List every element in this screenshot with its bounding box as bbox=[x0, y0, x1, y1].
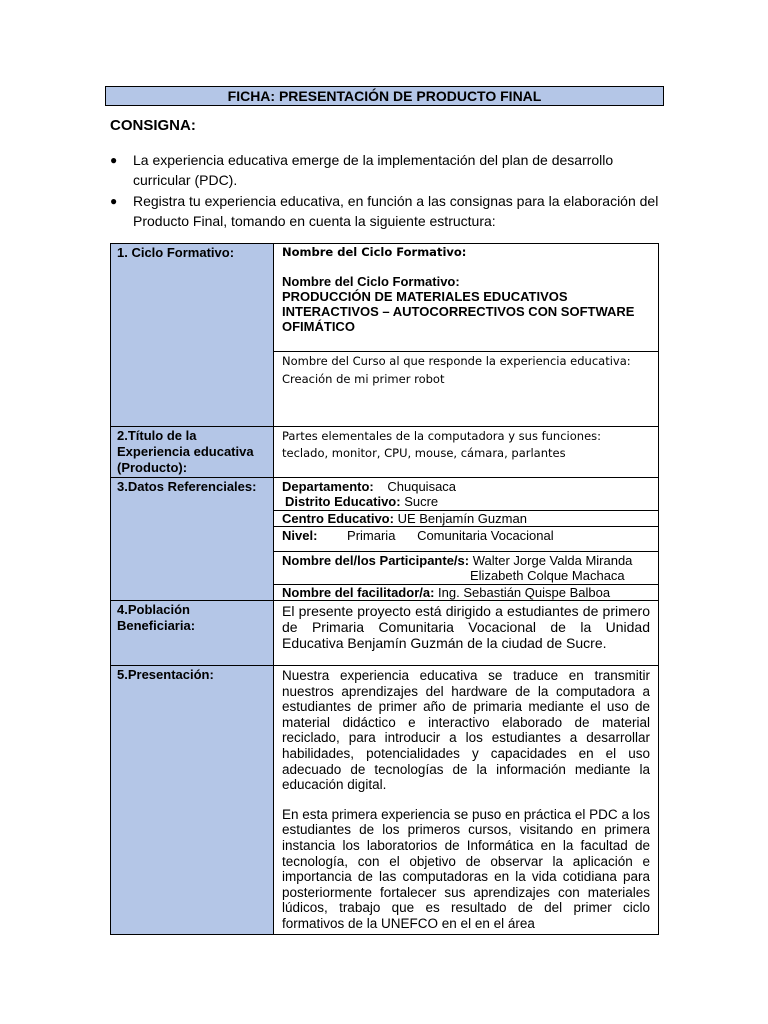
datos-label-text: 3.Datos Referenciales: bbox=[117, 479, 257, 494]
bullet-icon: ● bbox=[110, 153, 118, 167]
poblacion-value: El presente proyecto está dirigido a estudiantes de primero de Primaria Comunitaria Vocacional de la Unidad Educativa Benjamín Guzmán de la ciudad de Sucre. bbox=[282, 603, 650, 651]
list-item bbox=[108, 150, 668, 190]
table-row bbox=[111, 244, 659, 427]
ciclo-small-label: Nombre del Ciclo Formativo: bbox=[282, 245, 467, 259]
table-row bbox=[111, 666, 659, 935]
list-item-text: La experiencia educativa emerge de la implementación del plan de desarrollo curricular (PDC). bbox=[133, 152, 614, 188]
facilitador bbox=[274, 585, 658, 600]
presentacion-paragraph-2: En esta primera experiencia se puso en práctica el PDC a los estudiantes de los primeros cursos, visitando en primera instancia los laboratorios de Informática en la facultad de tecnología, con el objetivo de observar la aplicación e importancia de las computadoras en la vida cotidiana para posteriormente fortalecer sus aprendizajes con materiales lúdicos, trabajo que es resultado de del primer ciclo formativos de la UNEFCO en el en el área bbox=[282, 806, 650, 931]
table-row bbox=[111, 427, 659, 478]
participante-1: Walter Jorge Valda Miranda bbox=[472, 553, 633, 568]
list-item-text: Registra tu experiencia educativa, en función a las consignas para la elaboración del Producto Final, tomando en cuenta la siguiente estructura: bbox=[133, 193, 659, 229]
nivel-value: Primaria bbox=[347, 528, 396, 543]
presentacion-label bbox=[111, 666, 274, 935]
distrito-value: Sucre bbox=[404, 494, 439, 509]
departamento-value: Chuquisaca bbox=[387, 479, 457, 494]
consigna-heading: CONSIGNA: bbox=[110, 117, 196, 134]
centro-value: UE Benjamín Guzman bbox=[397, 511, 527, 526]
consigna-list bbox=[108, 150, 668, 232]
ciclo-label bbox=[111, 244, 274, 427]
ciclo-name-value: PRODUCCIÓN DE MATERIALES EDUCATIVOS INTERACTIVOS – AUTOCORRECTIVOS CON SOFTWARE OFIMÁTICO bbox=[282, 289, 635, 334]
facilitador-label: Nombre del facilitador/a: bbox=[282, 585, 435, 600]
curso-label: Nombre del Curso al que responde la experiencia educativa: bbox=[282, 354, 631, 368]
list-item bbox=[108, 191, 668, 231]
poblacion-label-text: 4.Población Beneficiaria: bbox=[117, 602, 196, 633]
centro-educativo bbox=[274, 511, 658, 527]
titulo-value: Partes elementales de la computadora y sus funciones: teclado, monitor, CPU, mouse, cámara, parlantes bbox=[282, 429, 602, 460]
ciclo-value-cell bbox=[274, 244, 659, 427]
bullet-icon: ● bbox=[110, 194, 118, 208]
poblacion-value-cell bbox=[274, 601, 659, 666]
nivel-extra: Comunitaria Vocacional bbox=[417, 528, 554, 543]
product-table bbox=[110, 243, 659, 935]
presentacion-value-cell bbox=[274, 666, 659, 935]
poblacion-label bbox=[111, 601, 274, 666]
curso-value: Creación de mi primer robot bbox=[282, 372, 445, 386]
centro-label: Centro Educativo: bbox=[282, 511, 394, 526]
datos-label bbox=[111, 478, 274, 601]
nivel-label: Nivel: bbox=[282, 528, 318, 543]
titulo-value-cell bbox=[274, 427, 659, 478]
departamento-label: Departamento: bbox=[282, 479, 374, 494]
ciclo-label-text: 1. Ciclo Formativo: bbox=[117, 245, 235, 260]
ciclo-name-block bbox=[274, 244, 658, 352]
page-title: FICHA: PRESENTACIÓN DE PRODUCTO FINAL bbox=[105, 86, 664, 106]
nivel bbox=[274, 527, 658, 552]
ciclo-name-label: Nombre del Ciclo Formativo: bbox=[282, 274, 460, 289]
titulo-label bbox=[111, 427, 274, 478]
table-row bbox=[111, 601, 659, 666]
presentacion-label-text: 5.Presentación: bbox=[117, 667, 214, 682]
table-row bbox=[111, 478, 659, 601]
presentacion-paragraph-1: Nuestra experiencia educativa se traduce en transmitir nuestros aprendizajes del hardware de la computadora a estudiantes de primer año de primaria mediante el uso de material didáctico e interactivo elaborado de material reciclado, para introducir a los estudiantes a desarrollar habilidades, potencialidades y capacidades en el uso adecuado de tecnologías de la información mediante la educación digital. bbox=[282, 668, 650, 793]
participantes-label: Nombre del/los Participante/s: bbox=[282, 553, 470, 568]
distrito-label: Distrito Educativo: bbox=[285, 494, 401, 509]
participante-2: Elizabeth Colque Machaca bbox=[470, 568, 625, 583]
datos-value-cell bbox=[274, 478, 659, 601]
participantes bbox=[274, 552, 658, 585]
curso-block bbox=[274, 353, 658, 423]
titulo-label-text: 2.Título de la Experiencia educativa (Producto): bbox=[117, 428, 254, 475]
departamento-distrito bbox=[274, 478, 658, 511]
facilitador-value: Ing. Sebastián Quispe Balboa bbox=[438, 585, 611, 600]
